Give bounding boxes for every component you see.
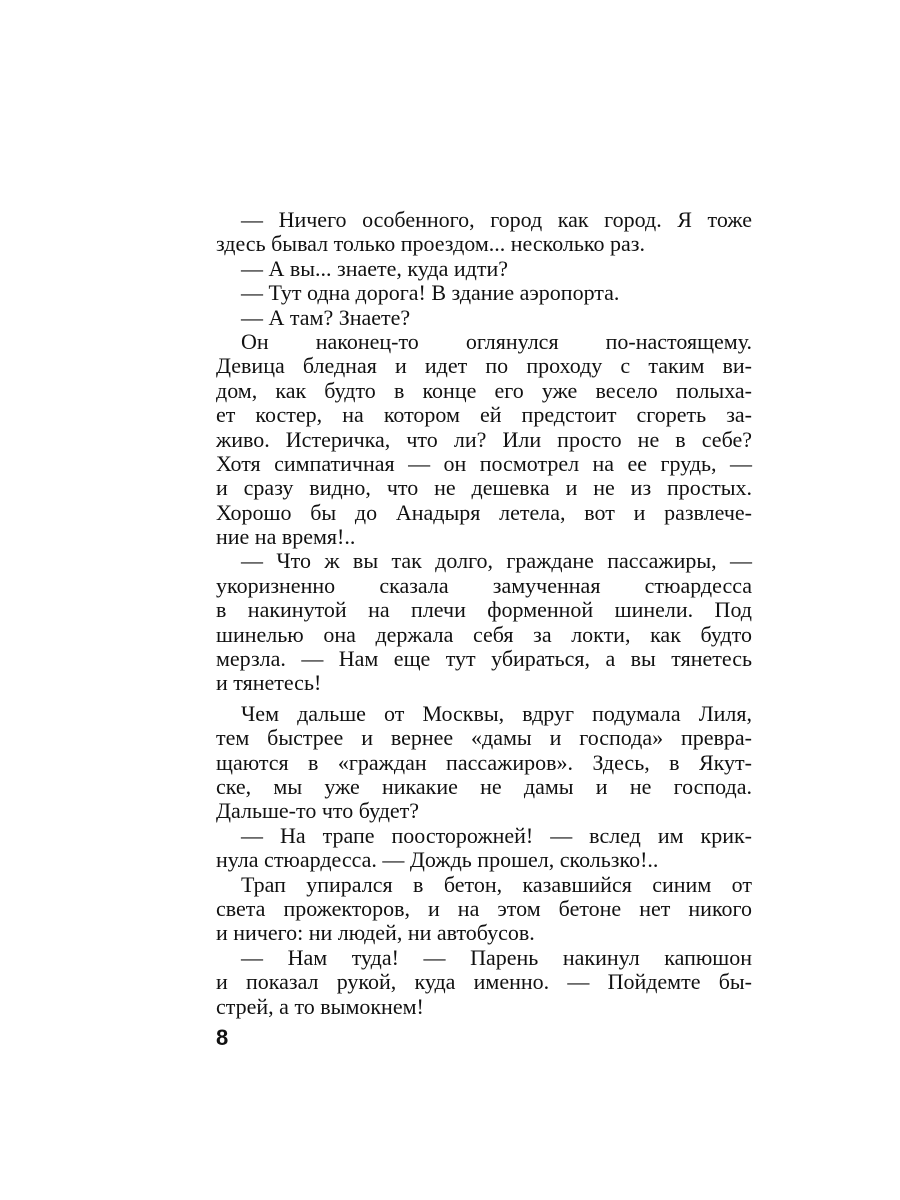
text-line: стрей, а то вымокнем!	[216, 993, 424, 1019]
text-line: — Ничего особенного, город как город. Я тоже	[241, 207, 752, 232]
text-line: — А вы... знаете, куда идти?	[241, 255, 508, 281]
text-line: Трап упирался в бетон, казавшийся синим от	[241, 871, 752, 897]
text-line: ет костер, на котором ей предстоит сгореть за-	[216, 402, 752, 428]
text-line: и показал рукой, куда именно. — Пойдемте бы-	[216, 969, 752, 995]
text-line: — Что ж вы так долго, граждане пассажиры, —	[241, 548, 752, 574]
text-line: дом, как будто в конце его уже весело полыха-	[216, 377, 752, 403]
text-line: здесь бывал только проездом... несколько раз.	[216, 231, 645, 257]
text-line: ние на время!..	[216, 524, 356, 550]
text-line: мерзла. — Нам еще тут убираться, а вы тянетесь	[216, 646, 752, 672]
text-line: — На трапе поосторожней! — вслед им крик-	[241, 822, 752, 848]
text-line: укоризненно сказала замученная стюардесса	[216, 572, 752, 598]
text-line: Дальше-то что будет?	[216, 798, 420, 824]
text-line: ске, мы уже никакие не дамы и не господа.	[216, 773, 752, 799]
text-line: Хорошо бы до Анадыря летела, вот и развлече-	[216, 499, 752, 525]
text-line: — Нам туда! — Парень накинул капюшон	[241, 944, 752, 970]
text-line: Девица бледная и идет по проходу с таким ви-	[216, 353, 752, 379]
text-line: и тянетесь!	[216, 670, 322, 696]
text-line: Чем дальше от Москвы, вдруг подумала Лиля,	[241, 700, 752, 726]
text-line: Хотя симпатичная — он посмотрел на ее грудь, —	[216, 450, 752, 476]
text-line: щаются в «граждан пассажиров». Здесь, в Якут-	[216, 749, 752, 775]
text-line: тем быстрее и вернее «дамы и господа» превра-	[216, 725, 752, 751]
text-line: и ничего: ни людей, ни автобусов.	[216, 920, 535, 946]
text-line: живо. Истеричка, что ли? Или просто не в себе?	[216, 426, 752, 452]
text-line: света прожекторов, и на этом бетоне нет никого	[216, 895, 752, 921]
text-line: и сразу видно, что не дешевка и не из простых.	[216, 475, 752, 501]
text-line: шинелью она держала себя за локти, как будто	[216, 621, 752, 647]
page-number: 8	[216, 1025, 229, 1050]
text-line: — Тут одна дорога! В здание аэропорта.	[241, 280, 620, 306]
text-line: Он наконец-то оглянулся по-настоящему.	[241, 328, 752, 354]
text-line: — А там? Знаете?	[241, 304, 411, 330]
text-line: нула стюардесса. — Дождь прошел, скользко!..	[216, 847, 659, 873]
text-line: в накинутой на плечи форменной шинели. Под	[216, 597, 752, 623]
body-text	[216, 208, 752, 1019]
